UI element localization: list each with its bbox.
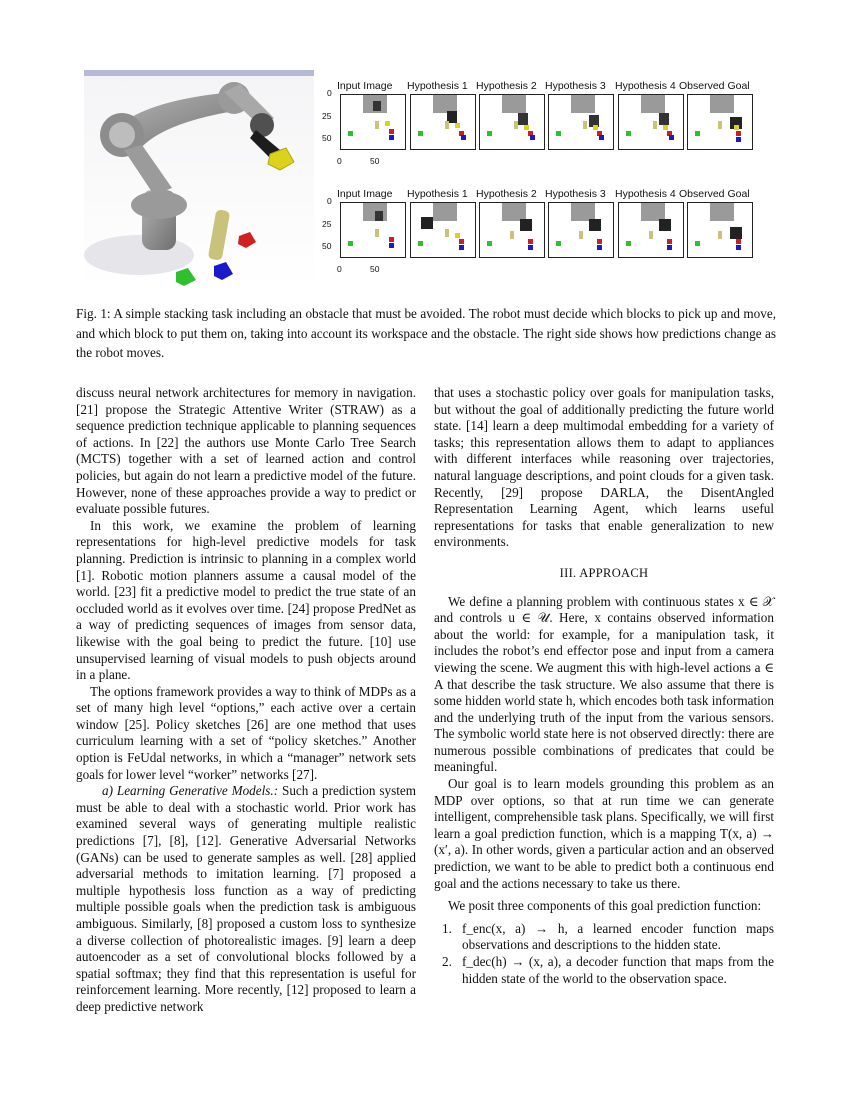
panel-title: Input Image bbox=[337, 188, 393, 200]
x-tick: 0 bbox=[337, 156, 342, 166]
paragraph: We posit three components of this goal prediction function: bbox=[448, 898, 762, 914]
panel-title: Hypothesis 2 bbox=[476, 80, 537, 92]
input-image-panel bbox=[340, 94, 406, 150]
hypothesis-2-panel bbox=[479, 202, 545, 258]
figure-caption: Fig. 1: A simple stacking task including an obstacle that must be avoided. The robot must decide which blocks to pick up and move, and which block to put them on, taking into account its workspace and the obstacle. The right side shows how predictions change as the robot moves. bbox=[76, 306, 776, 360]
figure-1 bbox=[84, 70, 774, 290]
paragraph: We define a planning problem with continuous states x ∈ 𝒳 and controls u ∈ 𝒰. Here, x contains observed information about the world: for example, for a manipulation task, it includes the robot’s end effector pose and input from a camera viewing the scene. We augment this with high-level actions a ∈ A that describe the task structure. We also assume that there is some hidden world state h, which encodes both task information and the underlying truth of the input from the various sensors. The symbolic world state here is not observed directly: there are numerous possible combinations of predicates that could be meaningful. bbox=[434, 593, 774, 775]
section-heading: III. APPROACH bbox=[559, 565, 649, 580]
panel-title: Observed Goal bbox=[679, 80, 750, 92]
y-tick: 0 bbox=[327, 88, 332, 98]
list-number: 2. bbox=[442, 954, 452, 969]
paragraph: that uses a stochastic policy over goals for manipulation tasks, but without the goal of additionally predicting the future world state. [14] learn a deep multimodal embedding for a variety of tasks; this representation allows them to adapt to appliances with different interfaces while reasoning over trajectories, natural language descriptions, and point clouds for a given task. Recently, [29] propose DARLA, the DisentAngled Representation Learning Agent, which learns useful representations for tasks that enable generalization to new environments. bbox=[434, 385, 774, 550]
observed-goal-panel bbox=[687, 94, 753, 150]
list-number: 1. bbox=[442, 920, 452, 936]
hypothesis-2-panel bbox=[479, 94, 545, 150]
left-column bbox=[76, 385, 416, 1016]
subsection-heading: a) Learning Generative Models.: bbox=[102, 783, 279, 799]
right-column bbox=[434, 385, 774, 987]
panel-title: Observed Goal bbox=[679, 188, 750, 200]
observed-goal-panel bbox=[687, 202, 753, 258]
paragraph: Our goal is to learn models grounding this problem as an MDP over options, so that at run time we can generate intelligent, comprehensible task plans. Specifically, we will first learn a goal prediction function, which is a mapping T(x, a) → (x′, a). In other words, given a particular action and an observed prediction, we want to be able to predict both a continuous end goal and the actions necessary to take us there. bbox=[434, 776, 774, 891]
list-item bbox=[434, 954, 774, 987]
panel-title: Hypothesis 1 bbox=[407, 80, 468, 92]
hypothesis-1-panel bbox=[410, 202, 476, 258]
y-tick: 50 bbox=[322, 133, 332, 143]
panel-title: Hypothesis 3 bbox=[545, 188, 606, 200]
list-text: f_enc(x, a) → h, a learned encoder function maps observations and descriptions to the hidden state. bbox=[462, 920, 774, 953]
paragraph: discuss neural network architectures for memory in navigation. [21] propose the Strategic Attentive Writer (STRAW) as a sequence prediction technique applicable to planning sequences of actions. In [22] the authors use Monte Carlo Tree Search (MCTS) together with a set of learned action and control policies, but again do not learn a predictive model of the future. However, none of these approaches provide a way to predict or evaluate possible futures. bbox=[76, 385, 416, 517]
y-tick: 25 bbox=[322, 111, 332, 121]
y-tick: 0 bbox=[327, 196, 332, 206]
hypothesis-3-panel bbox=[548, 94, 614, 150]
paragraph bbox=[76, 783, 416, 1015]
panel-title: Input Image bbox=[337, 80, 393, 92]
hypothesis-1-panel bbox=[410, 94, 476, 150]
hypothesis-4-panel bbox=[618, 202, 684, 258]
panel-title: Hypothesis 4 bbox=[615, 188, 676, 200]
panel-title: Hypothesis 3 bbox=[545, 80, 606, 92]
hypothesis-3-panel bbox=[548, 202, 614, 258]
list-text: f_dec(h) → (x, a), a decoder function that maps from the hidden state of the world to the observation space. bbox=[462, 954, 774, 986]
paragraph: The options framework provides a way to think of MDPs as a set of many high level “options,” each active over a certain window [25]. Policy sketches [26] are one method that uses curriculum learning with a set of “policy sketches.” Another option is FeUdal networks, in which a “manager” network sets goals for lower level “worker” networks [27]. bbox=[76, 683, 416, 782]
hypothesis-4-panel bbox=[618, 94, 684, 150]
component-list bbox=[434, 921, 774, 987]
robot-scene-render bbox=[84, 70, 314, 290]
paragraph: In this work, we examine the problem of learning representations for high-level predictive models for task planning. Prediction is intrinsic to planning in a complex world [1]. Robotic motion planners assume a causal model of the world. [23] fit a predictive model to predict the true state of an occluded world as it evolves over time. [24] propose PredNet as a way of predicting sequences of images from sensor data, likewise with the goal being to predict the future. [10] use unsupervised learning of visual models to push objects around in a plane. bbox=[76, 517, 416, 683]
panel-title: Hypothesis 2 bbox=[476, 188, 537, 200]
x-tick: 50 bbox=[370, 156, 380, 166]
input-image-panel bbox=[340, 202, 406, 258]
panel-title: Hypothesis 4 bbox=[615, 80, 676, 92]
x-tick: 0 bbox=[337, 264, 342, 274]
list-item bbox=[434, 921, 774, 954]
y-tick: 25 bbox=[322, 219, 332, 229]
panel-title: Hypothesis 1 bbox=[407, 188, 468, 200]
y-tick: 50 bbox=[322, 241, 332, 251]
x-tick: 50 bbox=[370, 264, 380, 274]
paragraph-text: Such a prediction system must be able to deal with a stochastic world. Prior work has examined several ways of generating multiple realistic predictions [7], [8], [12]. Generative Adversarial Networks (GANs) can be used to generate samples as well. [28] applied adversarial methods to imitation learning. [7] proposed a multiple hypothesis loss function as a way of predicting multiple possible goals when the prediction task is ambiguous ambiguous. Similarly, [8] proposed a custom loss to synthesize a diverse collection of photorealistic images. [9] learn a deep autoencoder as a set of convolutional blocks followed by a spatial softmax; they find that this representation is useful for reinforcement learning. More recently, [12] proposed to learn a deep predictive network bbox=[76, 783, 416, 1014]
